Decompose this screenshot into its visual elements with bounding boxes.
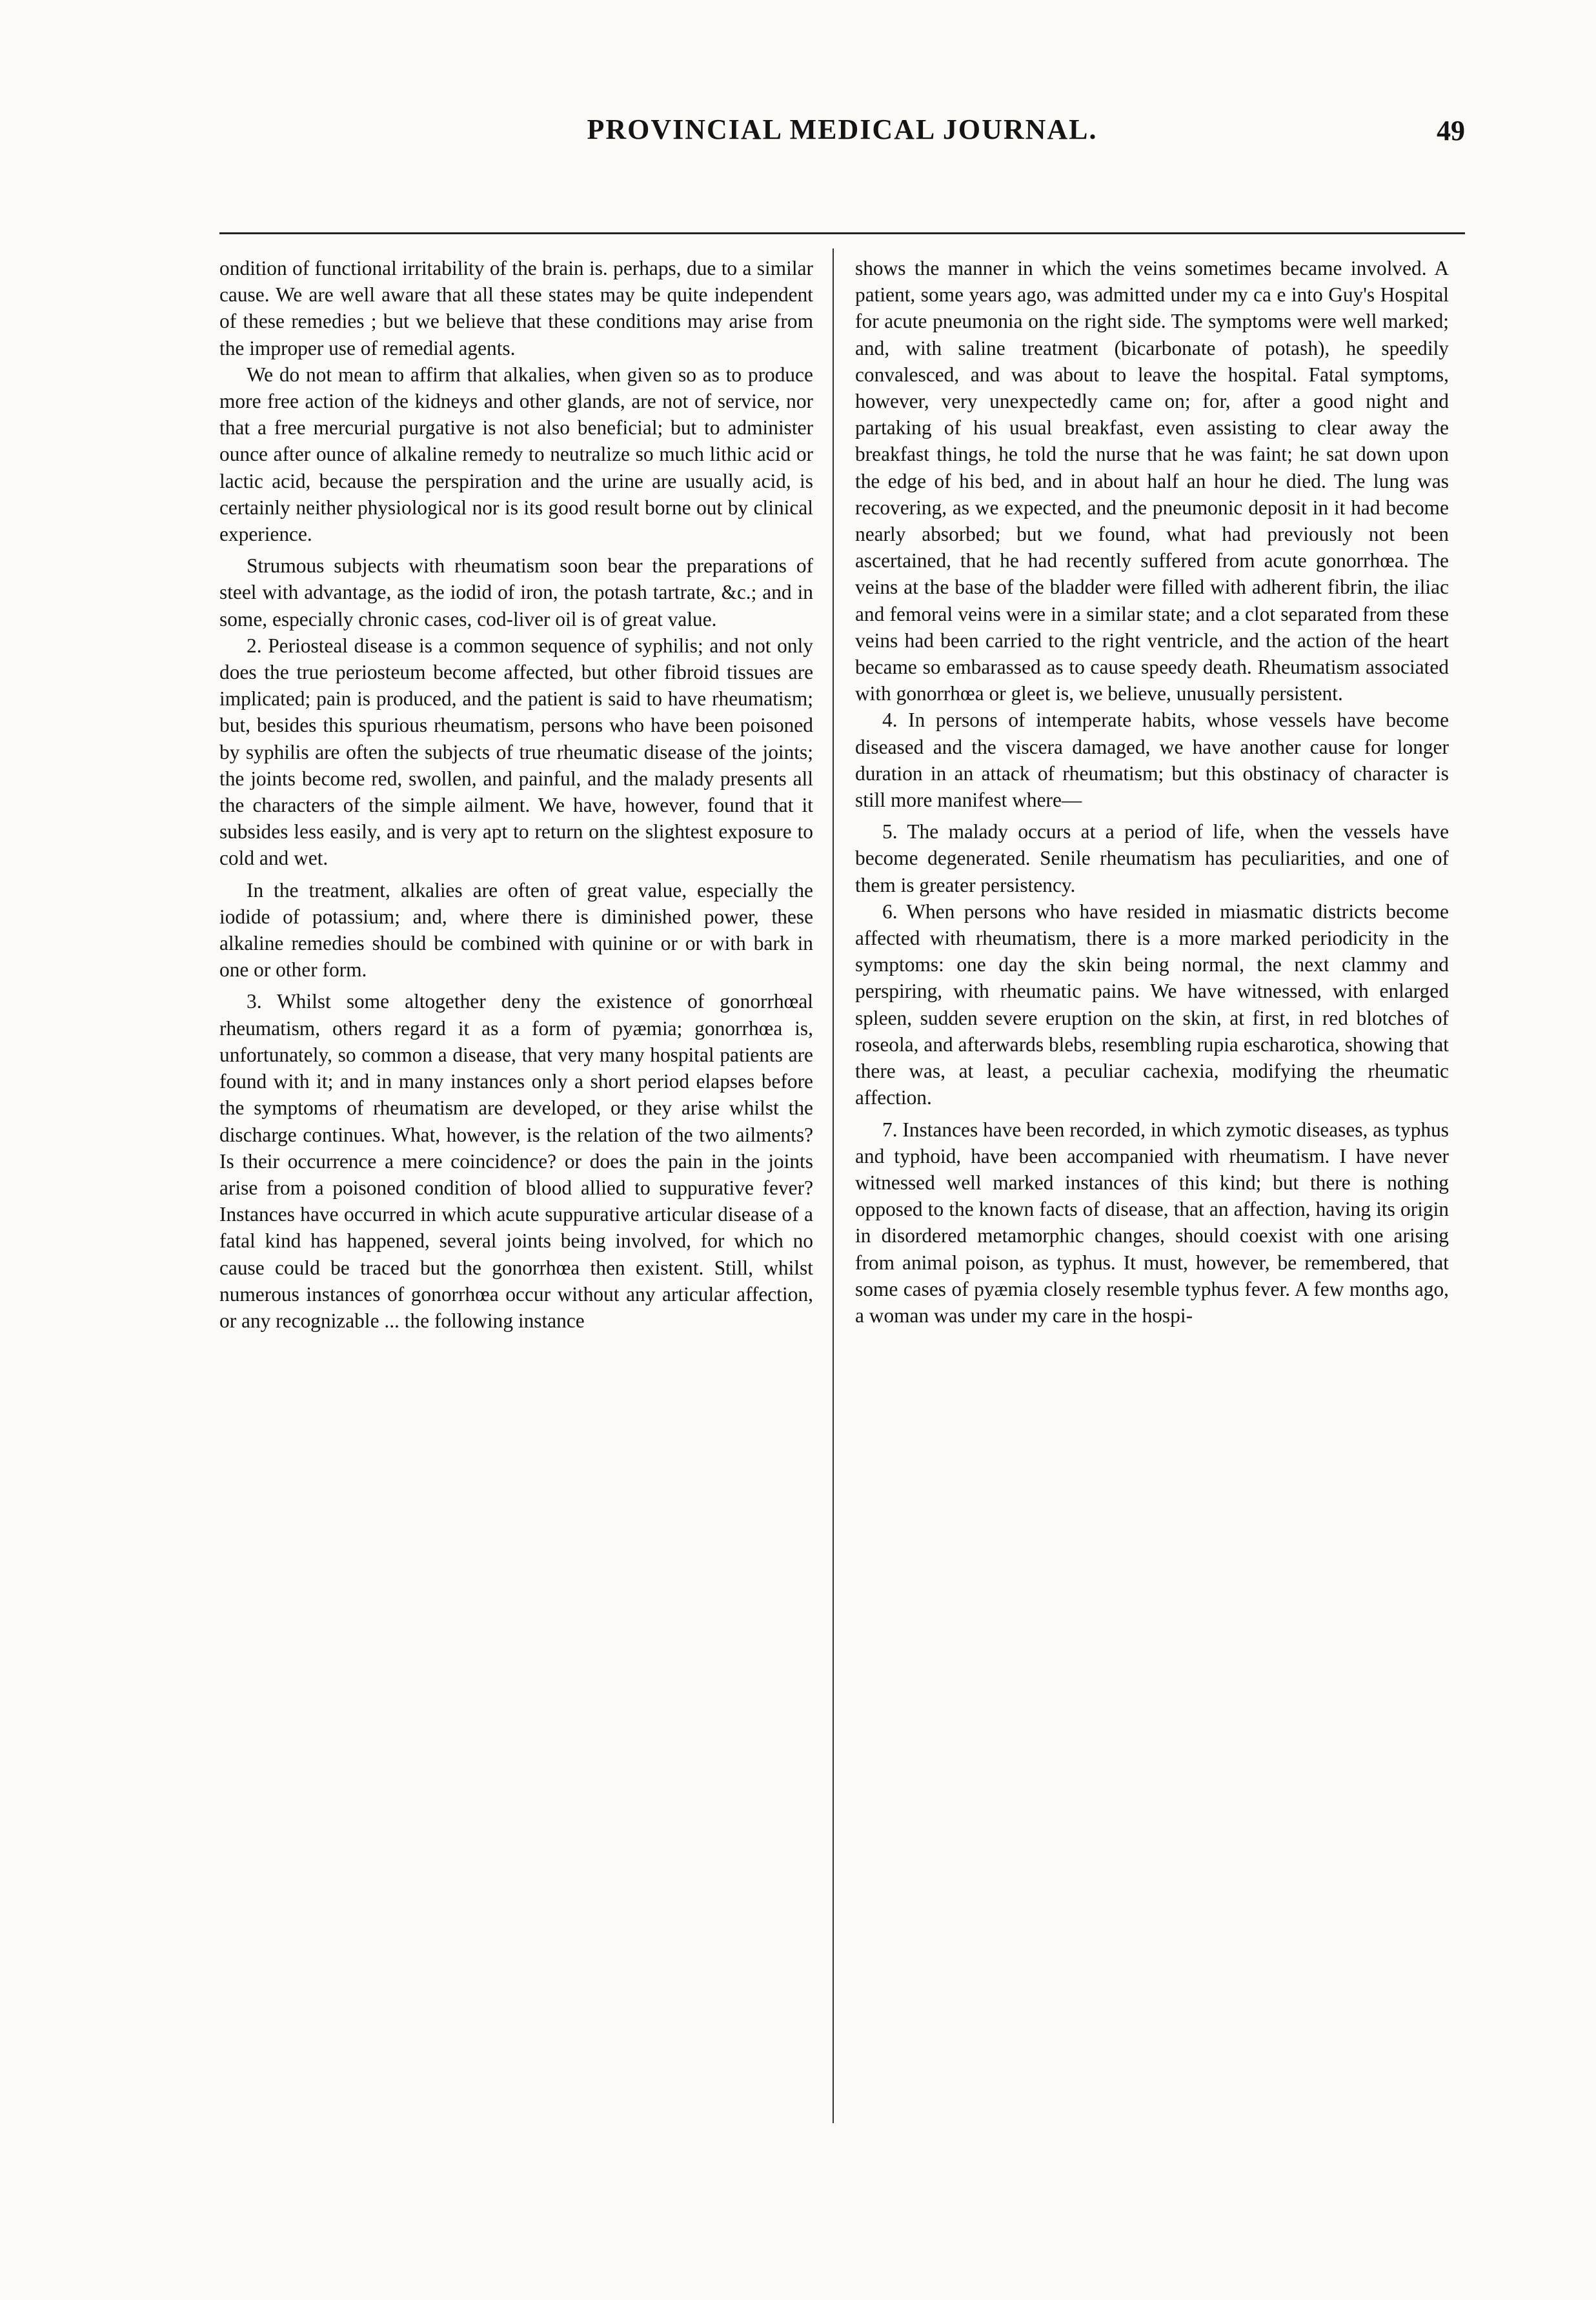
page-header xyxy=(219,113,1465,158)
left-column xyxy=(219,255,813,1334)
paragraph-periosteal-disease: 2. Periosteal disease is a common sequence of syphilis; and not only does the true periosteum become affected, but other fibroid tissues are implicated; pain is produced, and the patient is said to have rheumatism; but, besides this spurious rheumatism, persons who have been poisoned by syphilis are often the subjects of true rheumatic disease of the joints; the joints become red, swollen, and painful, and the malady presents all the characters of the simple ailment. We have, however, found that it subsides less easily, and is very apt to return on the slightest exposure to cold and wet. xyxy=(219,634,813,870)
paragraph-senile-rheumatism: 5. The malady occurs at a period of life, when the vessels have become degenerated. Senile rheumatism has peculiarities, and one of them is greater persistency. xyxy=(855,820,1449,896)
column-divider xyxy=(833,248,834,2123)
paragraph-zymotic-diseases: 7. Instances have been recorded, in which zymotic diseases, as typhus and typhoid, have been accompanied with rheumatism. I have never witnessed well marked instances of this kind; but there is nothing opposed to the known facts of disease, that an affection, having its origin in disordered metamorphic changes, should coexist with one arising from animal poison, as typhus. It must, however, be remembered, that some cases of pyæmia closely resemble typhus fever. A few months ago, a woman was under my care in the hospi- xyxy=(855,1118,1449,1327)
paragraph-brain-irritability: ondition of functional irritability of the brain is. perhaps, due to a similar cause. We are well aware that all these states may be quite independent of these remedies ; but we believe that these conditions may arise from the improper use of remedial agents. xyxy=(219,257,813,359)
paragraph-alkalies: We do not mean to affirm that alkalies, when given so as to produce more free action of the kidneys and other glands, are not of service, nor that a free mercurial purgative is not also beneficial; but to administer ounce after ounce of alkaline remedy to neutralize so much lithic acid or lactic acid, because the perspiration and the urine are usually acid, is certainly neither physiological nor is its good result borne out by clinical experience. xyxy=(219,363,813,546)
running-title: PROVINCIAL MEDICAL JOURNAL. xyxy=(587,114,1098,145)
paragraph-treatment: In the treatment, alkalies are often of great value, especially the iodide of potassium; and, where there is diminished power, these alkaline remedies should be combined with quinine or or with bark in one or other form. xyxy=(219,878,813,982)
right-column xyxy=(855,255,1449,1329)
paragraph-case-veins: shows the manner in which the veins sometimes became involved. A patient, some years ago, was admitted under my ca e into Guy's Hospital for acute pneumonia on the right side. The symptoms were well marked; and, with saline treatment (bicarbonate of potash), he speedily convalesced, and was about to leave the hospital. Fatal symptoms, however, very unexpectedly came on; for, after a good night and partaking of his usual breakfast, even assisting to clear away the breakfast things, he told the nurse that he was faint; he sat down upon the edge of his bed, and in about half an hour he died. The lung was recovering, as we expected, and the pneumonic deposit in it had become nearly absorbed; but we found, what had previously not been ascertained, that he had recently suffered from acute gonorrhœa. The veins at the base of the bladder were filled with adherent fibrin, the iliac and femoral veins were in a similar state; and a clot separated from these veins had been carried to the right ventricle, and the action of the heart became so embarassed as to cause speedy death. Rheumatism associated with gonorrhœa or gleet is, we believe, unusually persistent. xyxy=(855,257,1449,705)
paragraph-gonorrhoeal-rheumatism: 3. Whilst some altogether deny the existence of gonorrhœal rheumatism, others regard it as a form of pyæmia; gonorrhœa is, unfortunately, so common a disease, that very many hospital patients are found with it; and in many instances only a short period elapses before the symptoms of rheumatism are developed, or they arise whilst the discharge continues. What, however, is the relation of the two ailments? Is their occurrence a mere coincidence? or does the pain in the joints arise from a poisoned condition of blood allied to suppurative fever? Instances have occurred in which acute suppurative articular disease of a fatal kind has happened, several joints being involved, for which no cause could be traced but the gonorrhœa then existent. Still, whilst numerous instances of gonorrhœa occur without any articular affection, or any recognizable ... the following instance xyxy=(219,990,813,1332)
paragraph-miasmatic-districts: 6. When persons who have resided in miasmatic districts become affected with rheumatism, there is a more marked periodicity in the symptoms: one day the skin being normal, the next clammy and perspiring, with rheumatic pains. We have witnessed, with enlarged spleen, sudden severe eruption on the skin, at first, in red blotches of roseola, and afterwards blebs, resembling rupia escharotica, showing that there was, at least, a peculiar cachexia, modifying the rheumatic affection. xyxy=(855,900,1449,1109)
page-number: 49 xyxy=(1437,115,1465,146)
paragraph-strumous-subjects: Strumous subjects with rheumatism soon bear the preparations of steel with advantage, as the iodid of iron, the potash tartrate, &c.; and in some, especially chronic cases, cod-liver oil is of great value. xyxy=(219,554,813,630)
paragraph-intemperate-habits: 4. In persons of intemperate habits, whose vessels have become diseased and the viscera damaged, we have another cause for longer duration in an attack of rheumatism; but this obstinacy of character is still more manifest where— xyxy=(855,709,1449,812)
header-rule xyxy=(219,232,1465,234)
